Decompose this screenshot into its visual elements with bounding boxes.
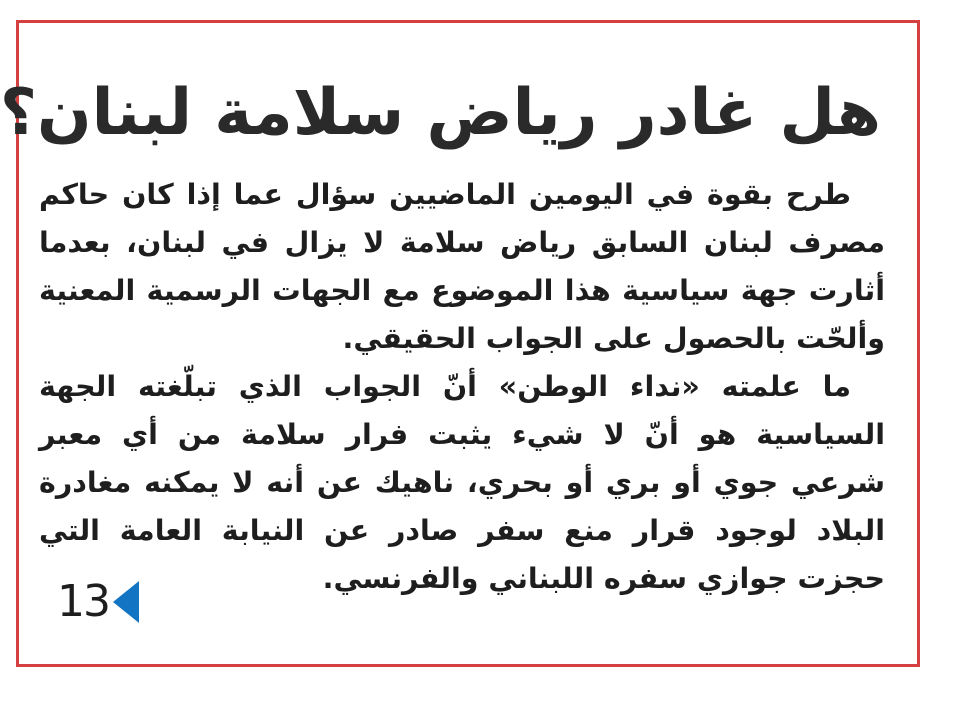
article-headline: هل غادر رياض سلامة لبنان؟ — [0, 76, 881, 150]
page-marker — [57, 577, 139, 627]
article-body — [39, 171, 885, 603]
page-number: 13 — [57, 576, 109, 627]
article-paragraph-2: ما علمته «نداء الوطن» أنّ الجواب الذي تبلّغته الجهة السياسية هو أنّ لا شيء يثبت فرار سلامة من أي معبر شرعي جوي أو بري أو بحري، ناهيك عن أنه لا يمكنه مغادرة البلاد لوجود قرار منع سفر صادر عن النيابة العامة التي حجزت جوازي سفره اللبناني والفرنسي. — [39, 370, 885, 595]
left-triangle-icon — [113, 581, 139, 623]
article-paragraph-1: طرح بقوة في اليومين الماضيين سؤال عما إذا كان حاكم مصرف لبنان السابق رياض سلامة لا يزال في لبنان، بعدما أثارت جهة سياسية هذا الموضوع مع الجهات الرسمية المعنية وألحّت بالحصول على الجواب الحقيقي. — [39, 178, 885, 355]
article-frame — [0, 20, 920, 667]
